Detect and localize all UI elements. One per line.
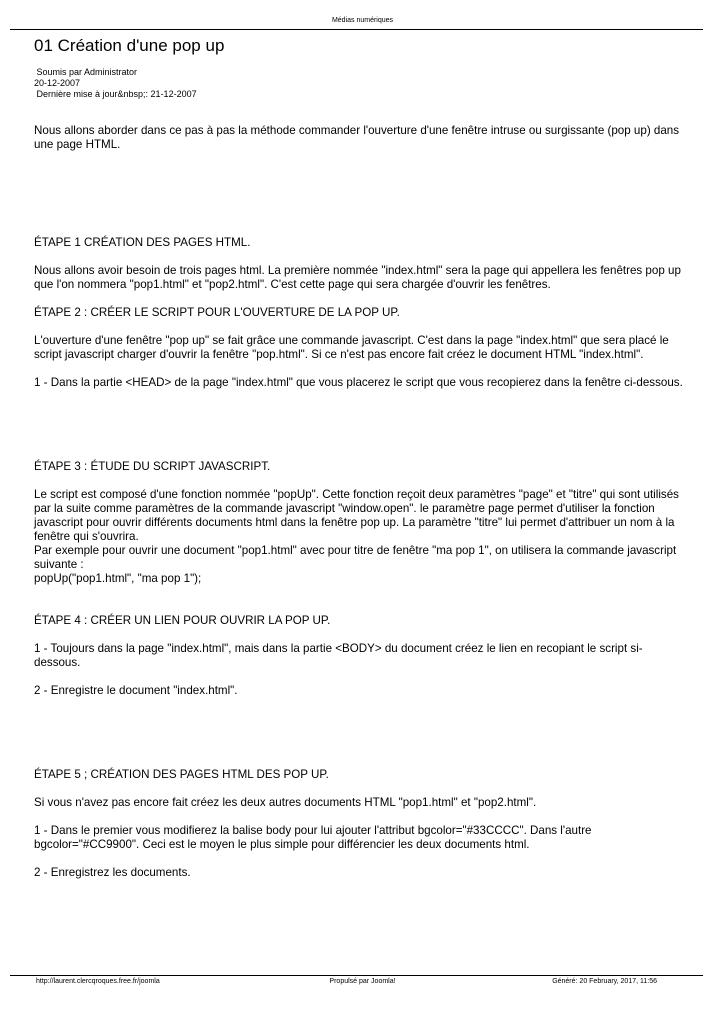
article-title: 01 Création d'une pop up — [34, 36, 225, 55]
footer-powered-by: Propulsé par Joomla! — [329, 978, 396, 985]
step4-item-1: 1 - Toujours dans la page "index.html", mais dans la partie <BODY> du document créez le lien en recopiant le script si-dessous. — [34, 642, 643, 669]
header-rule — [10, 29, 703, 30]
intro-paragraph: Nous allons aborder dans ce pas à pas la méthode commander l'ouverture d'une fenêtre intruse ou surgissante (pop up) dans une page HTML. — [34, 124, 680, 151]
step3-paragraph: Le script est composé d'une fonction nommée "popUp". Cette fonction reçoit deux paramètres "page" et "titre" qui sont utilisés par la suite comme paramètres de la commande javascript "window.open". le paramètre page permet d'utiliser la fonction javascript pour ouvrir différents documents html dans la fenêtre pop up. La paramètre "titre" lui permet d'attribuer un nom à la fenêtre qui s'ouvrira. — [34, 488, 679, 543]
step2-paragraph: L'ouverture d'une fenêtre "pop up" se fait grâce une commande javascript. C'est dans la page "index.html" que sera placé le script javascript charger d'ouvrir la fenêtre "pop.html". Si ce n'est pas encore fait créez le document HTML "index.html". — [34, 334, 669, 361]
article-meta — [34, 67, 197, 100]
site-name: Médias numériques — [331, 17, 394, 24]
step5-item-2: 2 - Enregistrez les documents. — [34, 866, 191, 879]
created-date: 20-12-2007 — [34, 78, 81, 88]
image-gap — [34, 152, 684, 236]
step2-heading: ÉTAPE 2 : CRÉER LE SCRIPT POUR L'OUVERTURE DE LA POP UP. — [34, 306, 400, 319]
article-content — [34, 124, 684, 880]
footer-url: http://laurent.clercqroques.free.fr/joomla — [36, 978, 160, 985]
step4-heading: ÉTAPE 4 : CRÉER UN LIEN POUR OUVRIR LA POP UP. — [34, 614, 331, 627]
step1-heading: ÉTAPE 1 CRÉATION DES PAGES HTML. — [34, 236, 251, 249]
footer-generated: Généré: 20 February, 2017, 11:56 — [552, 978, 657, 985]
code-gap — [34, 698, 684, 768]
step3-example: Par exemple pour ouvrir une document "pop1.html" avec pour titre de fenêtre "ma pop 1", on utilisera la commande javascript suivante : — [34, 544, 677, 571]
step5-paragraph: Si vous n'avez pas encore fait créez les deux autres documents HTML "pop1.html" et "pop2.html". — [34, 796, 537, 809]
code-gap — [34, 390, 684, 460]
step2-item-1: 1 - Dans la partie <HEAD> de la page "index.html" que vous placerez le script que vous recopierez dans la fenêtre ci-dessous. — [34, 376, 683, 389]
step5-heading: ÉTAPE 5 ; CRÉATION DES PAGES HTML DES POP UP. — [34, 768, 329, 781]
step4-item-2: 2 - Enregistre le document "index.html". — [34, 684, 238, 697]
step5-item-1: 1 - Dans le premier vous modifierez la balise body pour lui ajouter l'attribut bgcolor="#33CCCC". Dans l'autre bgcolor="#CC9900". Ceci est le moyen le plus simple pour différencier les deux documents html. — [34, 824, 592, 851]
step3-heading: ÉTAPE 3 : ÉTUDE DU SCRIPT JAVASCRIPT. — [34, 460, 271, 473]
step1-paragraph: Nous allons avoir besoin de trois pages html. La première nommée "index.html" sera la page qui appellera les fenêtres pop up que l'on nommera "pop1.html" et "pop2.html". C'est cette page qui sera chargée d'ouvrir les fenêtres. — [34, 264, 681, 291]
author-line: Soumis par Administrator — [34, 67, 138, 77]
footer-rule — [10, 975, 703, 976]
step3-code: popUp("pop1.html", "ma pop 1"); — [34, 572, 202, 585]
modified-line: Dernière mise à jour&nbsp;: 21-12-2007 — [34, 89, 197, 99]
